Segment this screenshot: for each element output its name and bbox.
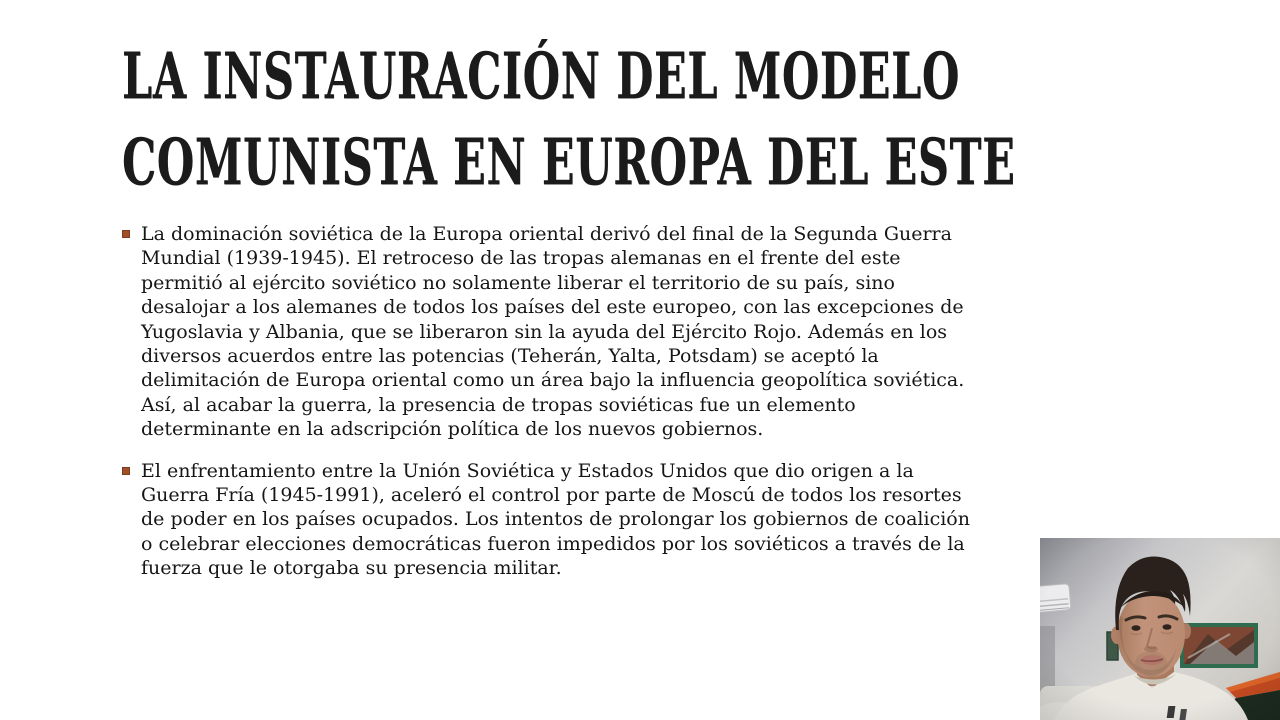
- webcam-video: [1040, 538, 1280, 720]
- bullet-item: [122, 459, 982, 581]
- bullet-item: [122, 222, 982, 442]
- vignette: [1040, 538, 1280, 720]
- bullet-text: El enfrentamiento entre la Unión Soviética y Estados Unidos que dio origen a la Guerra Fría (1945-1991), aceleró el control por parte de Moscú de todos los resortes de poder en los países ocupados. Los intentos de prolongar los gobiernos de coalición o celebrar elecciones democráticas fueron impedidos por los soviéticos a través de la fuerza que le otorgaba su presencia militar.: [141, 459, 970, 580]
- title-line-1: LA INSTAURACIÓN DEL MODELO: [122, 39, 960, 114]
- bullet-text: La dominación soviética de la Europa oriental derivó del final de la Segunda Guerra Mundial (1939-1945). El retroceso de las tropas alemanas en el frente del este permitió al ejército soviético no solamente liberar el territorio de su país, sino desalojar a los alemanes de todos los países del este europeo, con las excepciones de Yugoslavia y Albania, que se liberaron sin la ayuda del Ejército Rojo. Además en los diversos acuerdos entre las potencias (Teherán, Yalta, Potsdam) se aceptó la delimitación de Europa oriental como un área bajo la influencia geopolítica soviética. Así, al acabar la guerra, la presencia de tropas soviéticas fue un elemento determinante en la adscripción política de los nuevos gobiernos.: [141, 223, 965, 441]
- webcam-scene: [1040, 538, 1280, 720]
- bullet-square-icon: [122, 230, 130, 238]
- slide-title: [122, 34, 1280, 206]
- bullet-list: [122, 222, 982, 581]
- title-line-2: COMUNISTA EN EUROPA DEL ESTE: [122, 125, 1016, 200]
- bullet-square-icon: [122, 467, 130, 475]
